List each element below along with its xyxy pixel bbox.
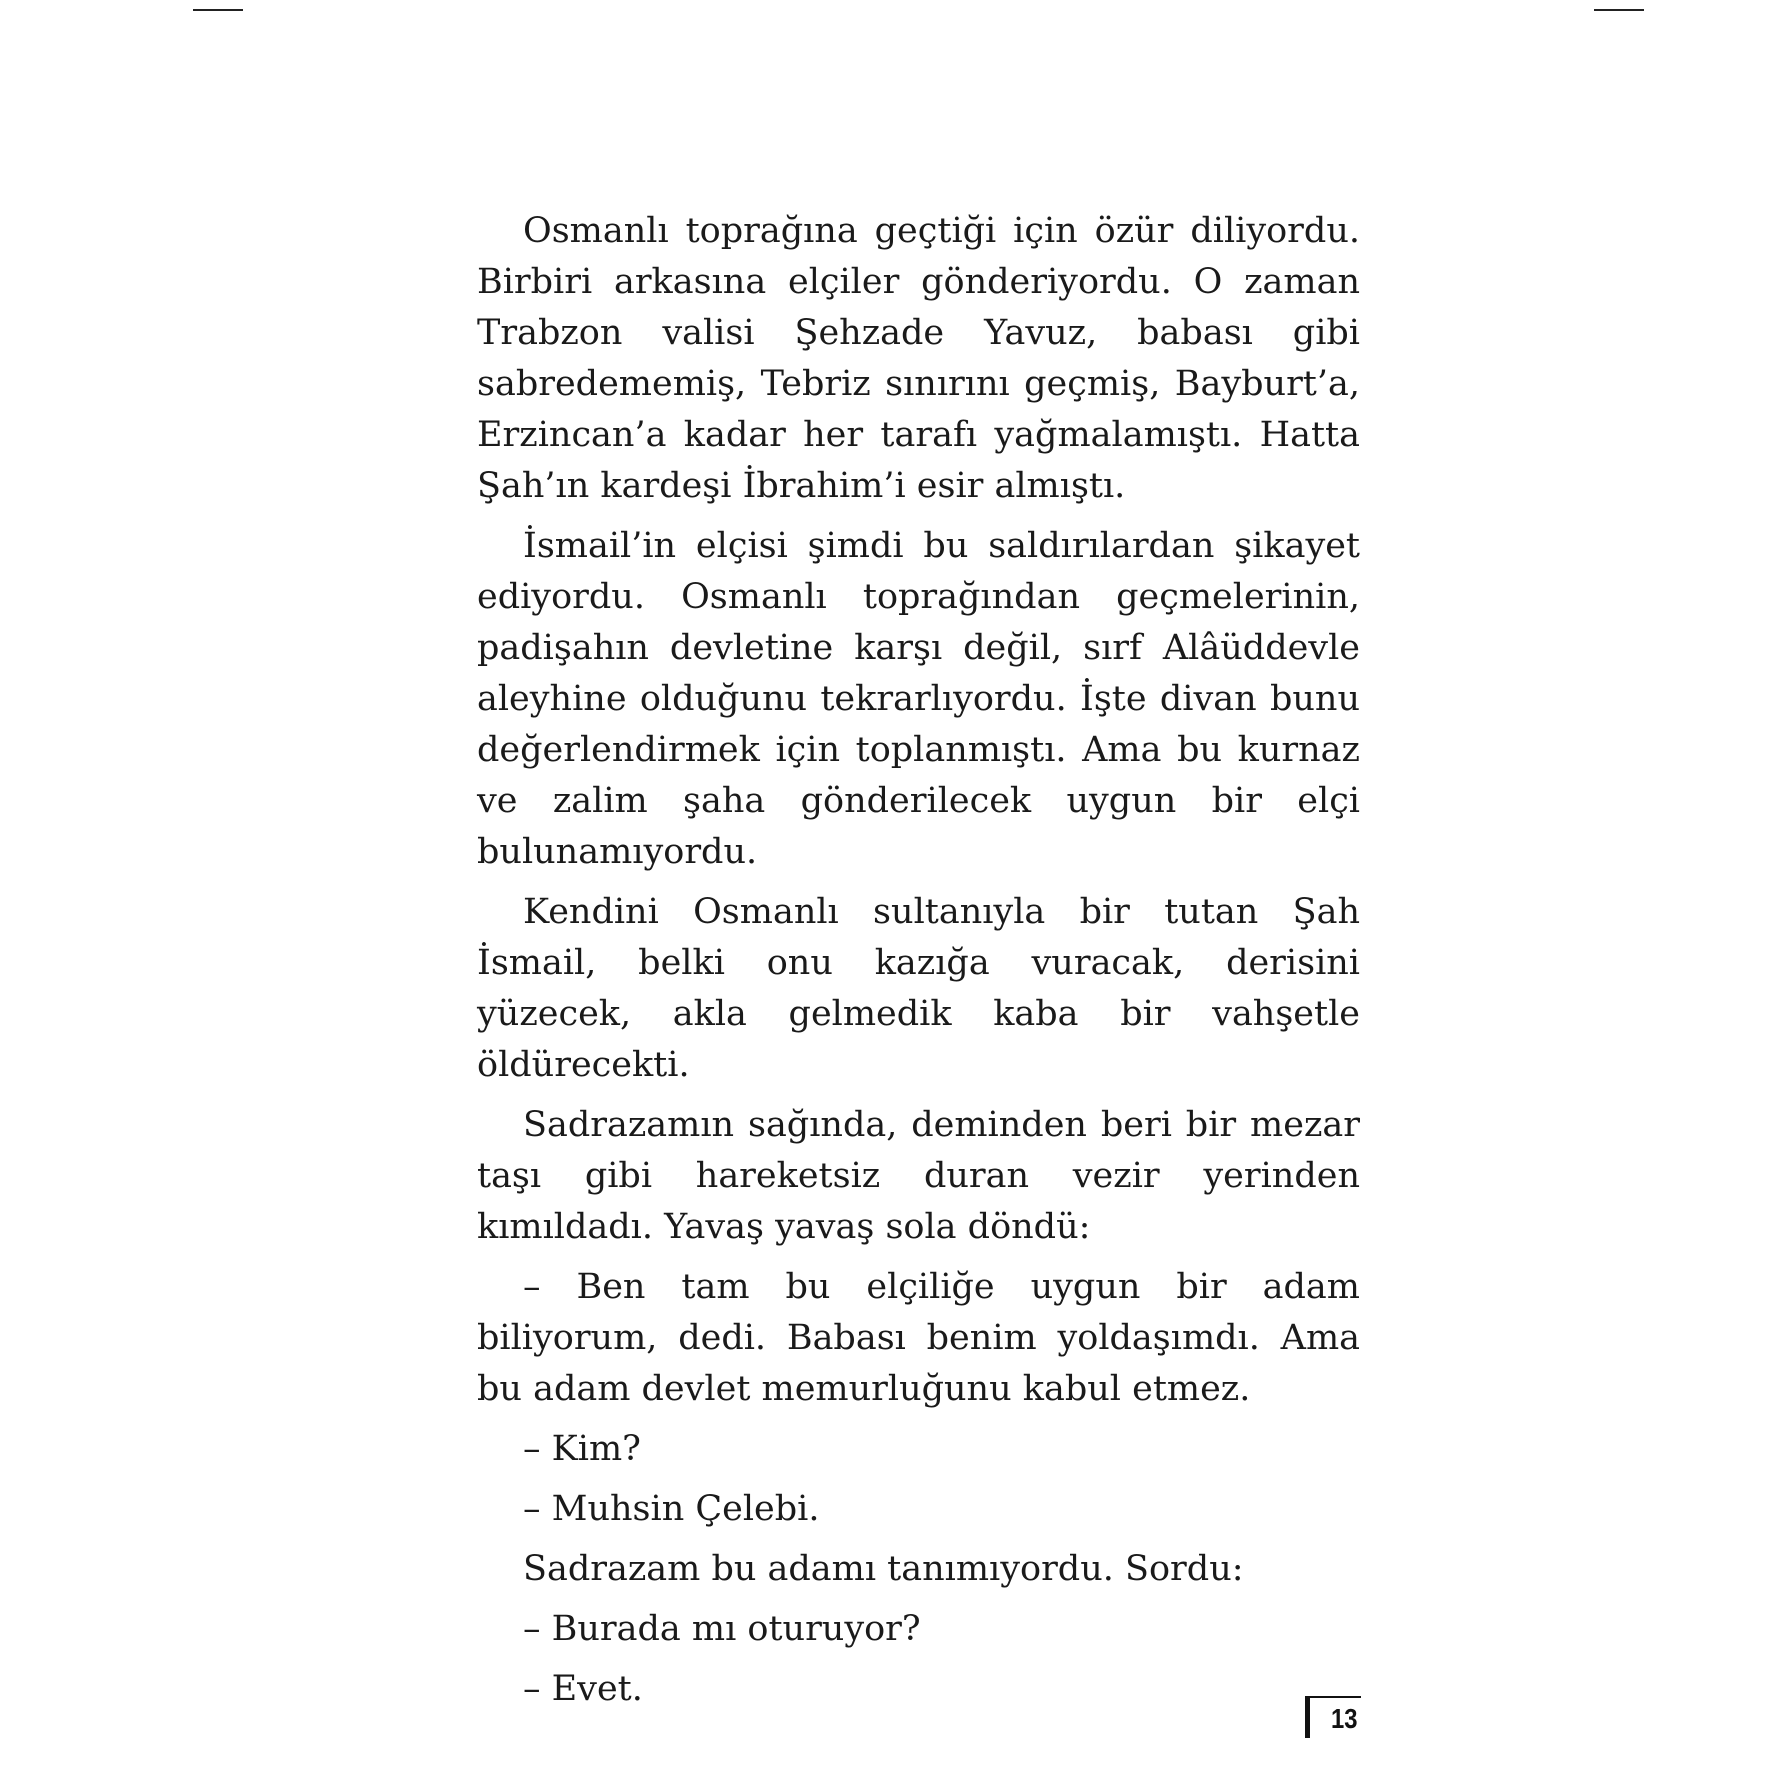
paragraph-10-dialogue: – Evet. bbox=[523, 1669, 643, 1709]
paragraph-5-dialogue: – Ben tam bu elçiliğe uygun bir adam biliyorum, dedi. Babası benim yoldaşımdı. Ama bu adam devlet memurluğunu kabul etmez. bbox=[477, 1267, 1360, 1409]
crop-mark-left bbox=[193, 9, 243, 11]
page-number: 13 bbox=[1331, 1703, 1358, 1734]
page-number-folio bbox=[1305, 1696, 1361, 1738]
paragraph-8: Sadrazam bu adamı tanımıyordu. Sordu: bbox=[523, 1549, 1244, 1589]
paragraph-3: Kendini Osmanlı sultanıyla bir tutan Şah İsmail, belki onu kazığa vuracak, derisini yüzecek, akla gelmedik kaba bir vahşetle öldürecekti. bbox=[477, 892, 1360, 1085]
paragraph-4: Sadrazamın sağında, deminden beri bir mezar taşı gibi hareketsiz duran vezir yerinden kımıldadı. Yavaş yavaş sola döndü: bbox=[477, 1105, 1360, 1247]
paragraph-9-dialogue: – Burada mı oturuyor? bbox=[523, 1609, 921, 1649]
paragraph-7-dialogue: – Muhsin Çelebi. bbox=[523, 1489, 820, 1529]
paragraph-6-dialogue: – Kim? bbox=[523, 1429, 641, 1469]
folio-bracket-vertical bbox=[1305, 1696, 1310, 1738]
paragraph-2: İsmail’in elçisi şimdi bu saldırılardan şikayet ediyordu. Osmanlı toprağından geçmelerinin, padişahın devletine karşı değil, sırf Alâüddevle aleyhine olduğunu tekrarlıyordu. İşte divan bunu değerlendirmek için toplanmıştı. Ama bu kurnaz ve zalim şaha gönderilecek uygun bir elçi bulunamıyordu. bbox=[477, 526, 1360, 872]
page-body-text bbox=[477, 206, 1360, 1724]
folio-bracket-horizontal bbox=[1305, 1696, 1361, 1698]
crop-mark-right bbox=[1594, 9, 1644, 11]
paragraph-1: Osmanlı toprağına geçtiği için özür diliyordu. Birbiri arkasına elçiler gönderiyordu. O zaman Trabzon valisi Şehzade Yavuz, babası gibi sabredememiş, Tebriz sınırını geçmiş, Bayburt’a, Erzincan’a kadar her tarafı yağmalamıştı. Hatta Şah’ın kardeşi İbrahim’i esir almıştı. bbox=[477, 211, 1360, 506]
